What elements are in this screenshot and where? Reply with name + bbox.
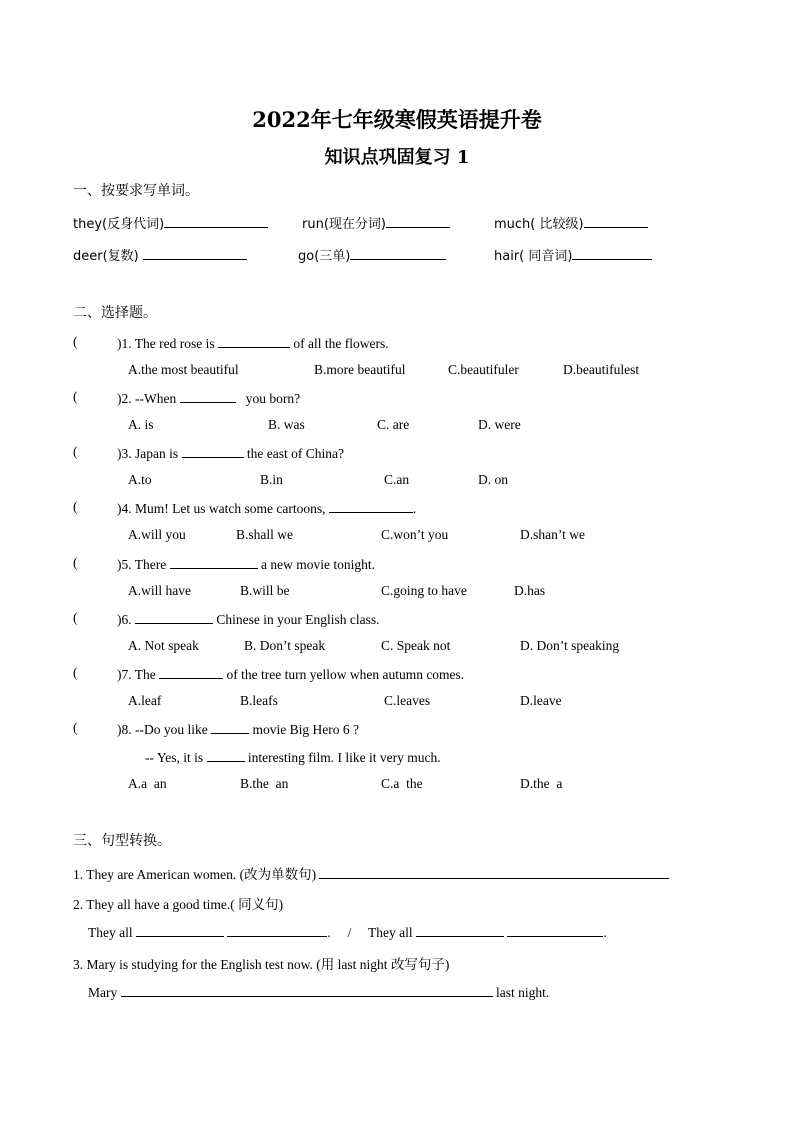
answer-blank[interactable]	[164, 214, 268, 228]
word-label: much( 比较级)	[494, 217, 584, 232]
answer-blank[interactable]	[386, 214, 450, 228]
question-stem	[117, 389, 300, 407]
option[interactable]: C.beautifuler	[448, 362, 519, 377]
option[interactable]: C.going to have	[381, 583, 467, 598]
transform-question: 3. Mary is studying for the English test now. (用 last night 改写句子)	[73, 957, 450, 972]
period: .	[603, 925, 607, 940]
answer-blank[interactable]	[507, 923, 603, 937]
answer-blank[interactable]	[329, 499, 413, 513]
word-item	[73, 213, 268, 232]
option[interactable]: A.leaf	[128, 693, 162, 708]
answer-blank[interactable]	[211, 720, 249, 734]
question-stem	[117, 499, 416, 517]
answer-prefix: They all	[368, 925, 413, 940]
transform-question: 2. They all have a good time.( 同义句)	[73, 897, 284, 912]
option[interactable]: B.shall we	[236, 527, 293, 542]
answer-paren[interactable]: (	[73, 444, 78, 459]
section2-heading: 二、选择题。	[73, 305, 157, 321]
option[interactable]: C.won’t you	[381, 527, 449, 542]
option[interactable]: D.leave	[520, 693, 562, 708]
option[interactable]: D.beautifulest	[563, 362, 640, 377]
option[interactable]: B.leafs	[240, 693, 278, 708]
answer-paren[interactable]: (	[73, 665, 78, 680]
stem-text: Chinese in your English class.	[216, 612, 380, 627]
answer-paren[interactable]: (	[73, 720, 78, 735]
question-stem	[117, 555, 375, 573]
section3-heading: 三、句型转换。	[73, 833, 171, 849]
option[interactable]: D. were	[478, 417, 521, 432]
option[interactable]: C. Speak not	[381, 638, 451, 653]
option[interactable]: D.has	[514, 583, 546, 598]
word-label: hair( 同音词)	[494, 249, 573, 264]
option[interactable]: B.more beautiful	[314, 362, 406, 377]
separator: /	[347, 925, 352, 940]
word-label: deer(复数)	[73, 249, 139, 264]
question-stem	[117, 444, 344, 462]
option[interactable]: A.a an	[128, 776, 167, 791]
answer-line	[88, 923, 607, 941]
question-stem	[117, 610, 379, 628]
section1-heading: 一、按要求写单词。	[73, 183, 199, 199]
answer-blank[interactable]	[170, 555, 258, 569]
stem-text: )1. The red rose is	[117, 336, 215, 351]
option[interactable]: D. Don’t speaking	[520, 638, 620, 653]
answer-blank[interactable]	[135, 610, 213, 624]
stem-text: .	[412, 501, 417, 516]
option[interactable]: C.an	[384, 472, 410, 487]
word-item	[494, 213, 648, 232]
answer-blank[interactable]	[584, 214, 648, 228]
stem-text: )2. --When	[117, 391, 177, 406]
question-stem	[117, 334, 389, 352]
stem-text: )5. There	[117, 557, 167, 572]
option[interactable]: C. are	[377, 417, 410, 432]
option[interactable]: A.will you	[128, 527, 186, 542]
question-stem	[117, 665, 464, 683]
period: .	[327, 925, 331, 940]
page-title: 2022年七年级寒假英语提升卷	[252, 107, 542, 132]
stem-text: -- Yes, it is	[145, 750, 204, 765]
transform-question	[73, 863, 669, 883]
option[interactable]: C.a the	[381, 776, 423, 791]
option[interactable]: B.in	[260, 472, 283, 487]
answer-blank[interactable]	[182, 444, 244, 458]
option[interactable]: A.to	[128, 472, 152, 487]
option[interactable]: B. was	[268, 417, 305, 432]
answer-prefix: Mary	[88, 985, 118, 1000]
option[interactable]: D.shan’t we	[520, 527, 585, 542]
word-label: they(反身代词)	[73, 217, 165, 232]
answer-blank[interactable]	[207, 748, 245, 762]
stem-text: you born?	[245, 391, 301, 406]
answer-blank[interactable]	[159, 665, 223, 679]
stem-text: )7. The	[117, 667, 156, 682]
stem-text: of the tree turn yellow when autumn comes.	[226, 667, 465, 682]
stem-text: a new movie tonight.	[260, 557, 375, 572]
option[interactable]: A.will have	[128, 583, 191, 598]
answer-paren[interactable]: (	[73, 389, 78, 404]
page-subtitle: 知识点巩固复习 1	[324, 147, 470, 168]
word-item	[73, 245, 247, 264]
answer-blank[interactable]	[218, 334, 290, 348]
question-text: 1. They are American women. (改为单数句)	[73, 867, 317, 882]
answer-paren[interactable]: (	[73, 334, 78, 349]
stem-text: interesting film. I like it very much.	[247, 750, 441, 765]
word-label: run(现在分词)	[302, 217, 386, 232]
stem-text: )6.	[117, 612, 132, 627]
stem-text: )4. Mum! Let us watch some cartoons,	[117, 501, 326, 516]
answer-paren[interactable]: (	[73, 499, 78, 514]
option[interactable]: C.leaves	[384, 693, 431, 708]
option[interactable]: B.the an	[240, 776, 289, 791]
answer-suffix: last night.	[496, 985, 550, 1000]
option[interactable]: D.the a	[520, 776, 563, 791]
answer-blank[interactable]	[416, 923, 504, 937]
option[interactable]: A.the most beautiful	[128, 362, 239, 377]
answer-blank[interactable]	[350, 246, 446, 260]
answer-blank[interactable]	[121, 983, 493, 997]
answer-paren[interactable]: (	[73, 610, 78, 625]
word-item	[302, 213, 450, 232]
answer-prefix: They all	[88, 925, 133, 940]
stem-text: movie Big Hero 6 ?	[252, 722, 359, 737]
question-stem	[117, 720, 359, 738]
word-label: go(三单)	[298, 249, 351, 264]
option[interactable]: A. Not speak	[128, 638, 199, 653]
option[interactable]: A. is	[128, 417, 154, 432]
answer-blank[interactable]	[319, 865, 669, 879]
answer-blank[interactable]	[572, 246, 652, 260]
option[interactable]: D. on	[478, 472, 508, 487]
stem-text: the east of China?	[246, 446, 344, 461]
stem-text: )8. --Do you like	[117, 722, 208, 737]
answer-paren[interactable]: (	[73, 555, 78, 570]
question-stem-line2	[145, 748, 441, 766]
word-item	[494, 245, 652, 264]
word-item	[298, 245, 446, 264]
stem-text: of all the flowers.	[293, 336, 389, 351]
answer-line	[88, 983, 549, 1001]
answer-blank[interactable]	[227, 923, 327, 937]
stem-text: )3. Japan is	[117, 446, 179, 461]
option[interactable]: B.will be	[240, 583, 290, 598]
answer-blank[interactable]	[180, 389, 236, 403]
answer-blank[interactable]	[136, 923, 224, 937]
answer-blank[interactable]	[143, 246, 247, 260]
option[interactable]: B. Don’t speak	[244, 638, 326, 653]
